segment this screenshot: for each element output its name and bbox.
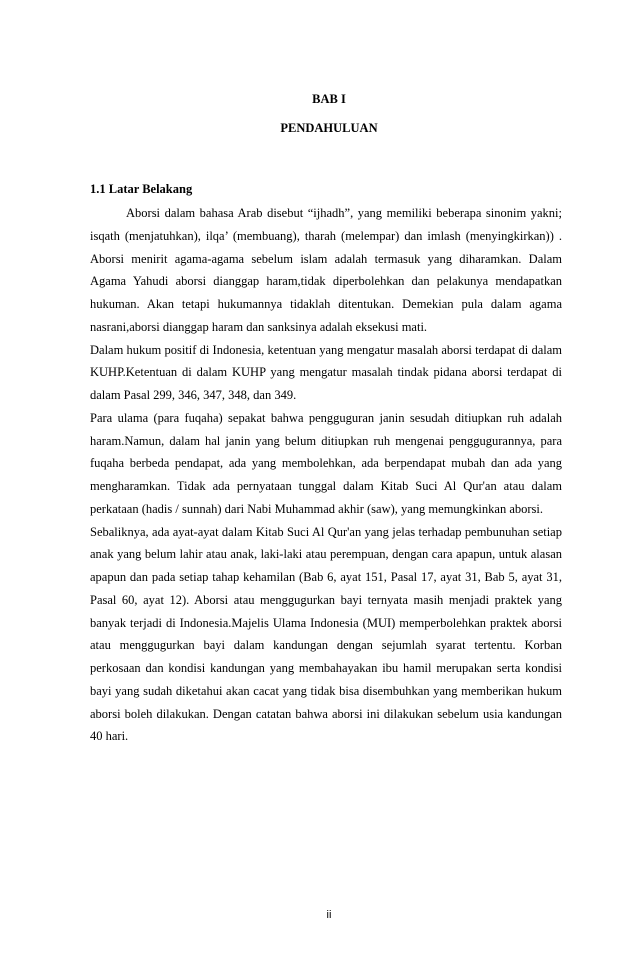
paragraph-3: Para ulama (para fuqaha) sepakat bahwa pengguguran janin sesudah ditiupkan ruh adalah haram.Namun, dalam hal janin yang belum ditiupkan ruh mengenai penggugurannya, para fuqaha berbeda pendapat, ada yang membolehkan, ada berpendapat mubah dan ada yang mengharamkan. Tidak ada pernyataan tunggal dalam Kitab Suci Al Qur'an atau dalam perkataan (hadis / sunnah) dari Nabi Muhammad akhir (saw), yang memungkinkan aborsi.	[90, 410, 562, 516]
paragraph-4: Sebaliknya, ada ayat-ayat dalam Kitab Suci Al Qur'an yang jelas terhadap pembunuhan setiap anak yang belum lahir atau anak, laki-laki atau perempuan, dengan cara apapun, untuk alasan apapun dan pada setiap tahap kehamilan (Bab 6, ayat 151, Pasal 17, ayat 31, Bab 5, ayat 31, Pasal 60, ayat 12). Aborsi atau menggugurkan bayi ternyata masih menjadi praktek yang banyak terjadi di Indonesia.Majelis Ulama Indonesia (MUI) memperbolehkan praktek aborsi atau menggugurkan bayi dalam kandungan dengan sejumlah syarat tertentu. Korban perkosaan dan kondisi kandungan yang membahayakan ibu hamil merupakan serta kondisi bayi yang sudah diketahui akan cacat yang tidak bisa disembuhkan yang memberikan hukum aborsi boleh dilakukan. Dengan catatan bahwa aborsi ini dilakukan sebelum usia kandungan 40 hari.	[90, 524, 562, 744]
chapter-title: PENDAHULUAN	[280, 121, 378, 135]
body-text	[90, 202, 562, 748]
section-title: 1.1 Latar Belakang	[90, 182, 193, 196]
paragraph-1: Aborsi dalam bahasa Arab disebut “ijhadh”, yang memiliki beberapa sinonim yakni; isqath (menjatuhkan), ilqa’ (membuang), tharah (melempar) dan imlash (menyingkirkan)) . Aborsi menirit agama-agama sebelum islam adalah termasuk yang diharamkan. Dalam Agama Yahudi aborsi dianggap haram,tidak diperbolehkan dan pelakunya mendapatkan hukuman. Akan tetapi hukumannya tidaklah ditentukan. Demekian pula dalam agama nasrani,aborsi dianggap haram dan sanksinya adalah eksekusi mati.	[90, 206, 562, 334]
chapter-number: BAB I	[312, 92, 346, 106]
page-number: ii	[326, 909, 332, 921]
paragraph-2: Dalam hukum positif di Indonesia, ketentuan yang mengatur masalah aborsi terdapat di dalam KUHP.Ketentuan di dalam KUHP yang mengatur masalah tindak pidana aborsi terdapat di dalam Pasal 299, 346, 347, 348, dan 349.	[90, 342, 562, 402]
